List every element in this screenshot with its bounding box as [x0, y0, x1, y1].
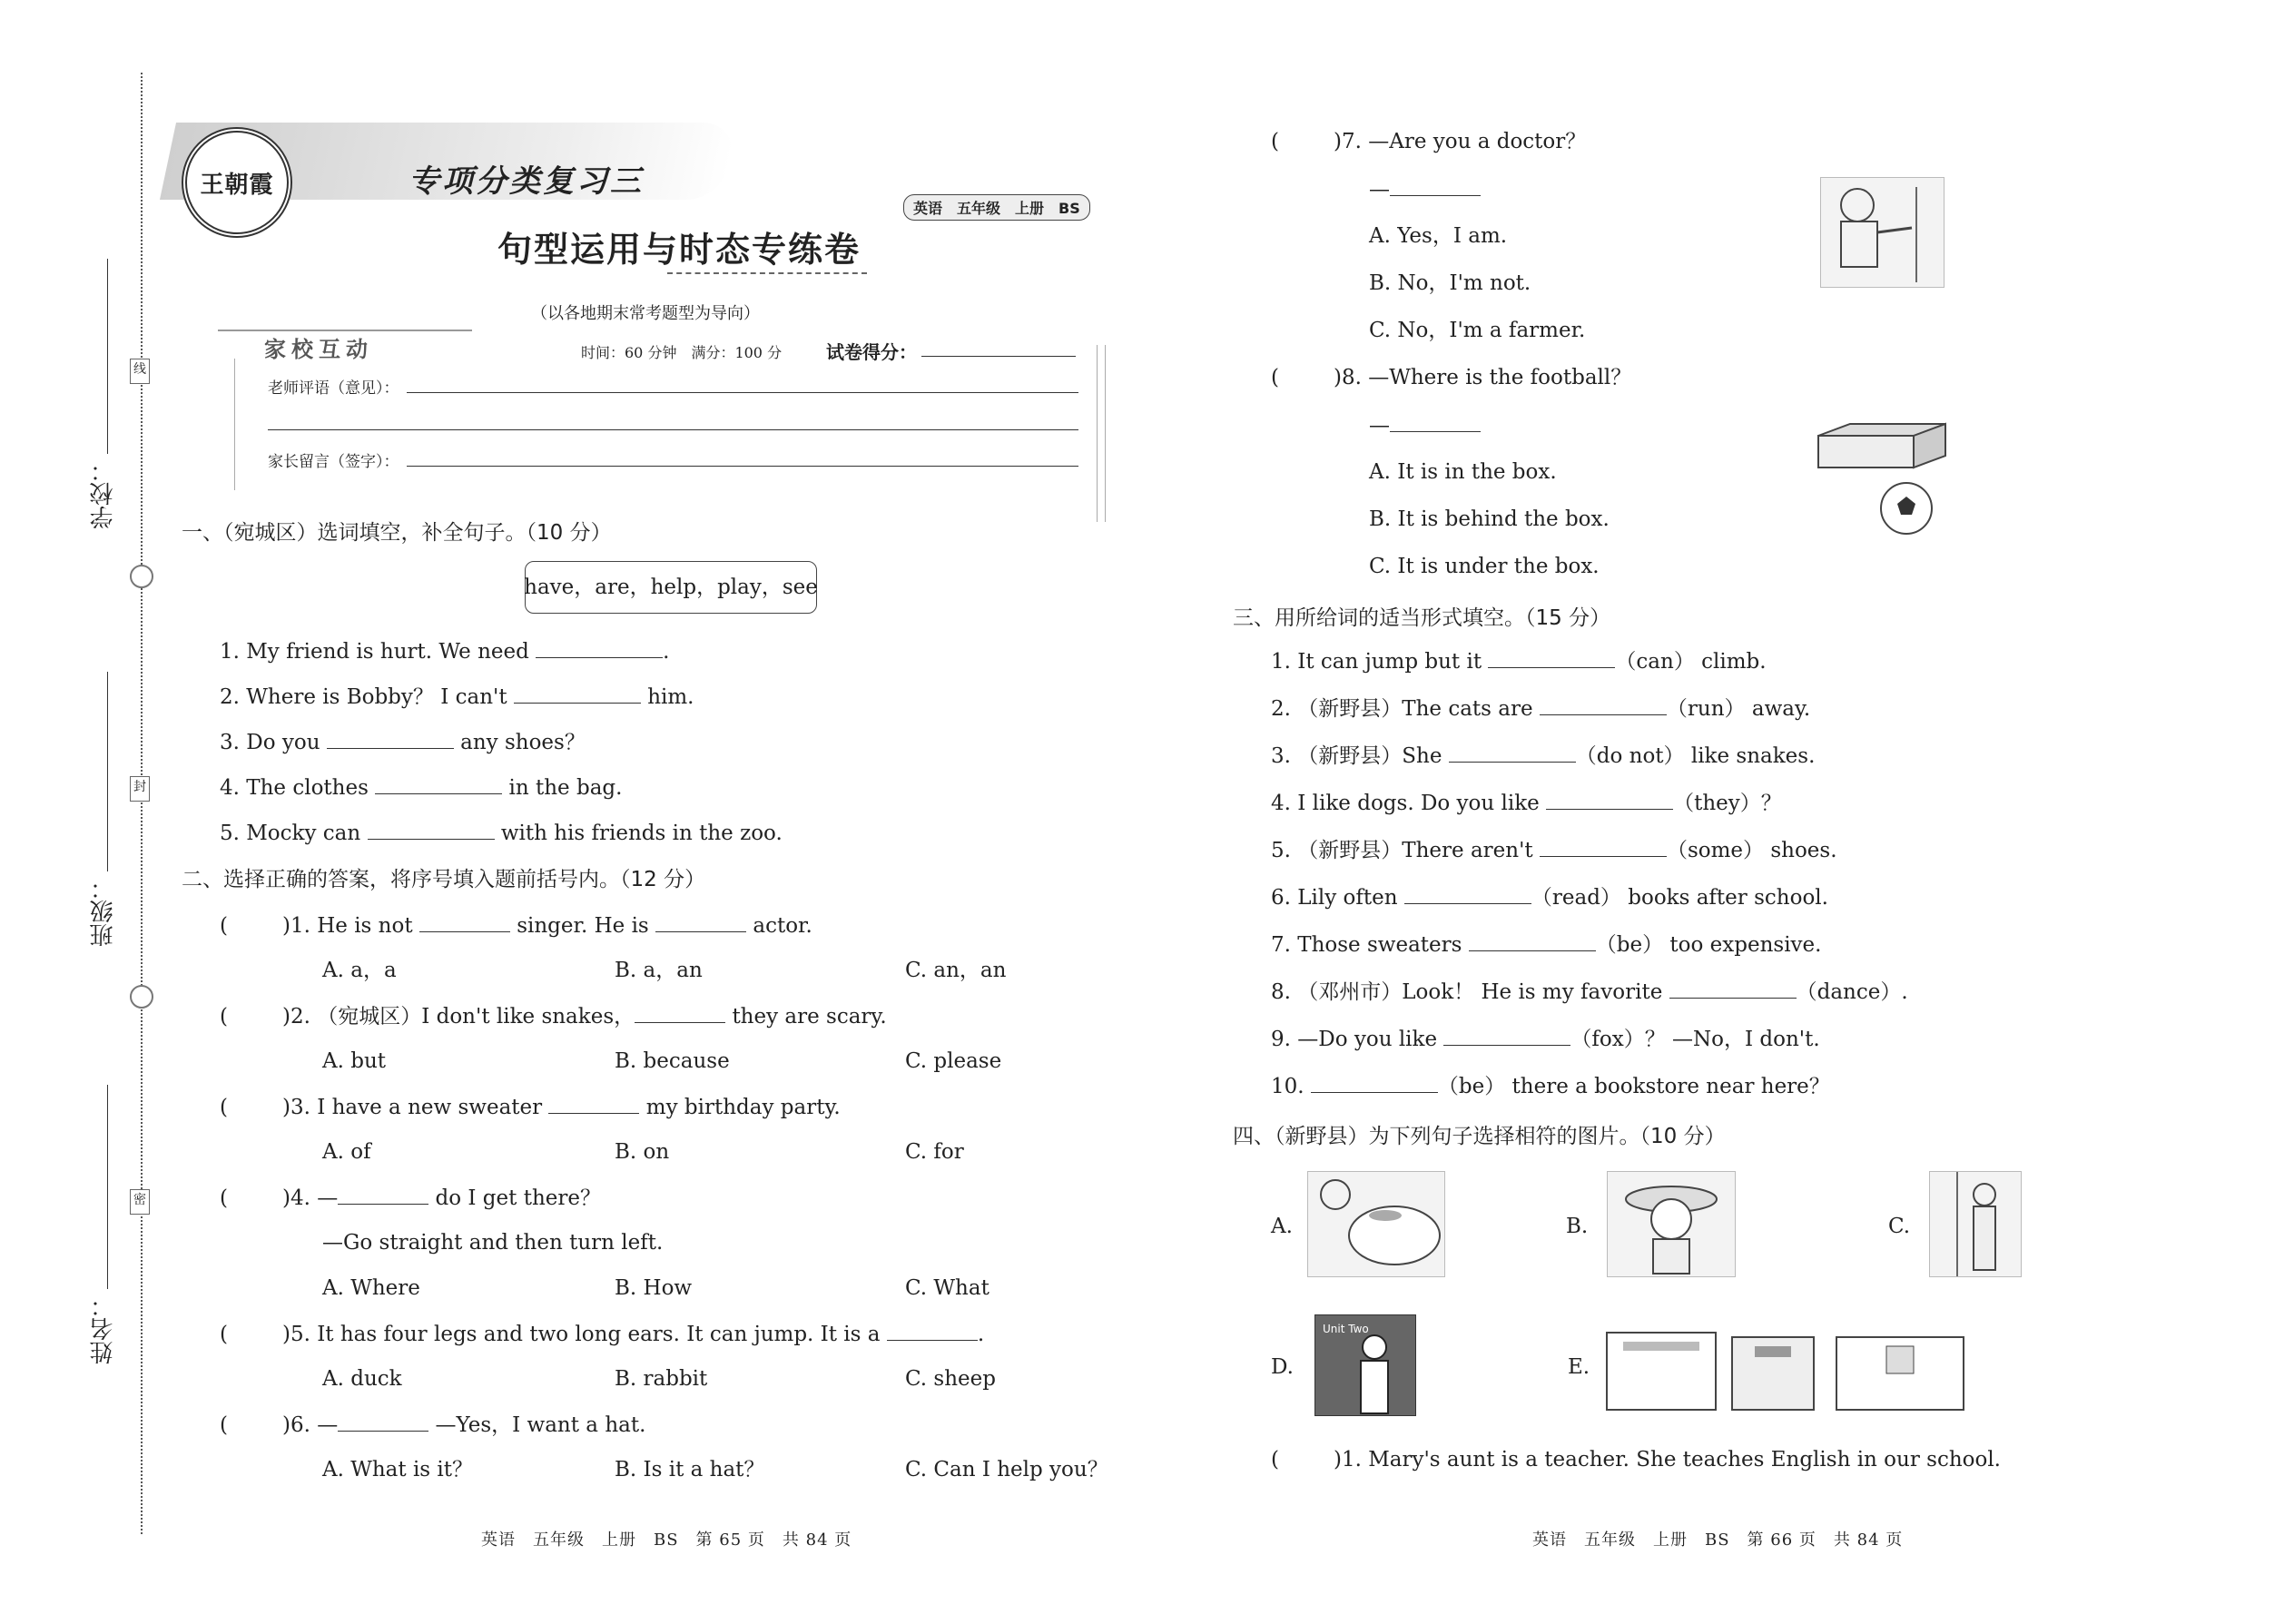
seal-mark-close: 密: [130, 1189, 150, 1215]
time-info: 时间：60 分钟 满分：100 分: [581, 344, 783, 361]
answer-blank[interactable]: [338, 1414, 428, 1432]
s2-q8-opt-b[interactable]: B. It is behind the box.: [1369, 507, 1610, 531]
school-field[interactable]: [107, 259, 108, 454]
picture-e-buildings[interactable]: [1605, 1324, 1968, 1412]
s2-q4-opt-c[interactable]: C. What: [905, 1276, 989, 1300]
answer-paren[interactable]: (: [1271, 1448, 1279, 1471]
footer-right: 英语 五年级 上册 BS 第 66 页 共 84 页: [1532, 1530, 1904, 1550]
binding-dotted-line: [141, 73, 143, 1534]
answer-paren[interactable]: (: [220, 1096, 228, 1119]
answer-paren[interactable]: (: [220, 1005, 228, 1029]
s2-q4: ( )4. — do I get there？: [220, 1186, 601, 1210]
s2-q8-opt-c[interactable]: C. It is under the box.: [1369, 555, 1600, 578]
s2-q3-opt-c[interactable]: C. for: [905, 1140, 964, 1164]
answer-paren[interactable]: (: [1271, 130, 1279, 153]
s2-q6-opt-c[interactable]: C. Can I help you？: [905, 1458, 1108, 1481]
pic-label-c: C.: [1888, 1215, 1911, 1238]
s2-q5-opt-b[interactable]: B. rabbit: [615, 1367, 708, 1391]
s2-q3: ( )3. I have a new sweater my birthday party.: [220, 1096, 841, 1119]
s2-q8: ( )8. —Where is the football？: [1271, 366, 1632, 389]
answer-paren[interactable]: (: [220, 1186, 228, 1210]
s2-q2: ( )2. （宛城区）I don't like snakes， they are scary.: [220, 1005, 887, 1029]
s2-q6-opt-b[interactable]: B. Is it a hat？: [615, 1458, 765, 1481]
class-label: 班级：: [90, 876, 117, 947]
parent-comment-label: 家长留言（签字）：: [268, 453, 399, 471]
answer-blank[interactable]: [1443, 1029, 1570, 1046]
picture-b-girl-hat[interactable]: [1607, 1171, 1736, 1277]
comment-box-bracket: [234, 359, 235, 490]
s3-item-9: 9. —Do you like （fox）？ —No，I don't.: [1271, 1028, 1820, 1051]
s2-q1-opt-b[interactable]: B. a，an: [615, 959, 703, 982]
exam-subtitle: （以各地期末常考题型为导向）: [531, 304, 760, 323]
answer-blank[interactable]: [514, 686, 641, 704]
answer-blank[interactable]: [655, 915, 746, 932]
answer-blank[interactable]: [1469, 934, 1596, 951]
answer-blank[interactable]: [368, 822, 495, 840]
answer-blank[interactable]: [1669, 981, 1797, 999]
parent-comment-field[interactable]: [407, 466, 1078, 467]
s2-q5: ( )5. It has four legs and two long ears. It can jump. It is a .: [220, 1323, 985, 1346]
section-3-title: 三、用所给词的适当形式填空。（15 分）: [1233, 606, 1611, 630]
s4-q1: ( )1. Mary's aunt is a teacher. She teaches English in our school.: [1271, 1448, 2001, 1471]
section-2-title: 二、选择正确的答案，将序号填入题前括号内。（12 分）: [182, 868, 706, 891]
s1-item-5: 5. Mocky can with his friends in the zoo.: [220, 822, 783, 845]
answer-blank[interactable]: [338, 1187, 428, 1205]
picture-d-teacher[interactable]: [1314, 1314, 1416, 1416]
answer-blank[interactable]: [375, 777, 502, 794]
s2-q1: ( )1. He is not singer. He is actor.: [220, 914, 812, 938]
s2-q6: ( )6. — —Yes，I want a hat.: [220, 1413, 646, 1437]
answer-blank[interactable]: [419, 915, 510, 932]
teacher-comment-field-2[interactable]: [268, 429, 1078, 430]
football-box-image: [1814, 422, 1948, 536]
school-label: 学校：: [90, 458, 117, 529]
s2-q4-opt-a[interactable]: A. Where: [322, 1276, 420, 1300]
answer-paren[interactable]: (: [1271, 366, 1279, 389]
s2-q8-opt-a[interactable]: A. It is in the box.: [1369, 460, 1557, 484]
answer-blank[interactable]: [635, 1006, 725, 1023]
answer-blank[interactable]: [1390, 179, 1481, 196]
answer-paren[interactable]: (: [220, 914, 228, 938]
s2-q6-opt-a[interactable]: A. What is it？: [322, 1458, 474, 1481]
teacher-comment-label: 老师评语（意见）：: [268, 379, 399, 398]
class-field[interactable]: [107, 672, 108, 871]
section-1-title: 一、（宛城区）选词填空，补全句子。（10 分）: [182, 521, 612, 545]
answer-blank[interactable]: [1390, 415, 1481, 432]
s3-item-7: 7. Those sweaters （be） too expensive.: [1271, 933, 1822, 957]
s2-q4-line2: —Go straight and then turn left.: [322, 1231, 664, 1255]
name-label: 姓名：: [90, 1294, 117, 1364]
answer-blank[interactable]: [1488, 651, 1615, 668]
main-title: 句型运用与时态专练卷: [497, 230, 861, 270]
answer-blank[interactable]: [1311, 1076, 1438, 1093]
logo-text: 王朝霞: [200, 171, 274, 199]
s1-item-4: 4. The clothes in the bag.: [220, 776, 623, 800]
s3-item-4: 4. I like dogs. Do you like （they）？: [1271, 792, 1782, 815]
series-title: 专项分类复习三: [409, 163, 644, 200]
s3-item-3: 3. （新野县）She （do not） like snakes.: [1271, 744, 1816, 768]
home-school-label: 家校互动: [259, 331, 379, 363]
s3-item-5: 5. （新野县）There aren't （some） shoes.: [1271, 839, 1837, 862]
picture-c-person[interactable]: [1929, 1171, 2022, 1277]
cut-mark-1: [130, 565, 153, 588]
pic-label-d: D.: [1271, 1355, 1294, 1379]
s2-q5-opt-c[interactable]: C. sheep: [905, 1367, 996, 1391]
s2-q5-opt-a[interactable]: A. duck: [322, 1367, 402, 1391]
s2-q3-opt-b[interactable]: B. on: [615, 1140, 670, 1164]
s2-q7: ( )7. —Are you a doctor？: [1271, 130, 1587, 153]
picture-a-eating[interactable]: [1307, 1171, 1445, 1277]
blackboard-text: Unit Two: [1323, 1323, 1369, 1335]
s2-q3-opt-a[interactable]: A. of: [322, 1140, 371, 1164]
s1-item-2: 2. Where is Bobby？ I can't him.: [220, 685, 694, 709]
score-field[interactable]: [921, 356, 1076, 357]
answer-blank[interactable]: [1404, 887, 1531, 904]
word-bank: have，are，help，play，see: [524, 575, 818, 599]
s2-q7-opt-b[interactable]: B. No，I'm not.: [1369, 271, 1531, 295]
answer-paren[interactable]: (: [220, 1323, 228, 1346]
s2-q7-reply: —: [1369, 179, 1481, 201]
section-4-title: 四、（新野县）为下列句子选择相符的图片。（10 分）: [1233, 1125, 1726, 1148]
s2-q8-reply: —: [1369, 415, 1481, 437]
title-underline: [667, 272, 867, 274]
answer-blank[interactable]: [1540, 840, 1667, 857]
s2-q7-opt-a[interactable]: A. Yes，I am.: [1369, 224, 1508, 248]
s3-item-6: 6. Lily often （read） books after school.: [1271, 886, 1828, 910]
doctor-image: [1820, 177, 1944, 288]
s2-q1-opt-c[interactable]: C. an，an: [905, 959, 1007, 982]
s2-q7-opt-c[interactable]: C. No，I'm a farmer.: [1369, 319, 1586, 342]
s3-item-2: 2. （新野县）The cats are （run） away.: [1271, 697, 1811, 721]
s1-item-1: 1. My friend is hurt. We need .: [220, 640, 670, 664]
s2-q2-opt-a[interactable]: A. but: [322, 1049, 387, 1073]
s2-q2-opt-b[interactable]: B. because: [615, 1049, 730, 1073]
s2-q4-opt-b[interactable]: B. How: [615, 1276, 693, 1300]
s3-item-1: 1. It can jump but it （can） climb.: [1271, 650, 1767, 674]
comment-box-bracket-right: [1097, 345, 1106, 522]
cut-mark-2: [130, 985, 153, 1009]
seal-mark-seal: 封: [130, 776, 150, 802]
answer-blank[interactable]: [1540, 698, 1667, 715]
pic-label-a: A.: [1271, 1215, 1293, 1238]
answer-blank[interactable]: [327, 732, 454, 749]
answer-blank[interactable]: [1449, 745, 1576, 763]
s2-q2-opt-c[interactable]: C. please: [905, 1049, 1002, 1073]
name-field[interactable]: [107, 1085, 108, 1289]
answer-blank[interactable]: [536, 641, 663, 658]
s3-item-10: 10. （be） there a bookstore near here？: [1271, 1075, 1830, 1098]
answer-paren[interactable]: (: [220, 1413, 228, 1437]
answer-blank[interactable]: [548, 1097, 639, 1114]
teacher-comment-field[interactable]: [407, 392, 1078, 393]
brand-logo: [182, 127, 292, 238]
pic-label-b: B.: [1566, 1215, 1589, 1238]
answer-blank[interactable]: [1546, 792, 1673, 810]
seal-mark-line: 线: [130, 359, 150, 384]
s1-item-3: 3. Do you any shoes？: [220, 731, 586, 754]
subject-tag: 英语 五年级 上册 BS: [903, 194, 1090, 221]
footer-left: 英语 五年级 上册 BS 第 65 页 共 84 页: [481, 1530, 852, 1550]
answer-blank[interactable]: [887, 1324, 978, 1341]
pic-label-e: E.: [1568, 1355, 1590, 1379]
word-bank-box: [525, 561, 817, 614]
score-label: 试卷得分：: [826, 341, 917, 363]
s3-item-8: 8. （邓州市）Look！ He is my favorite （dance）.: [1271, 980, 1908, 1004]
s2-q1-opt-a[interactable]: A. a，a: [322, 959, 397, 982]
